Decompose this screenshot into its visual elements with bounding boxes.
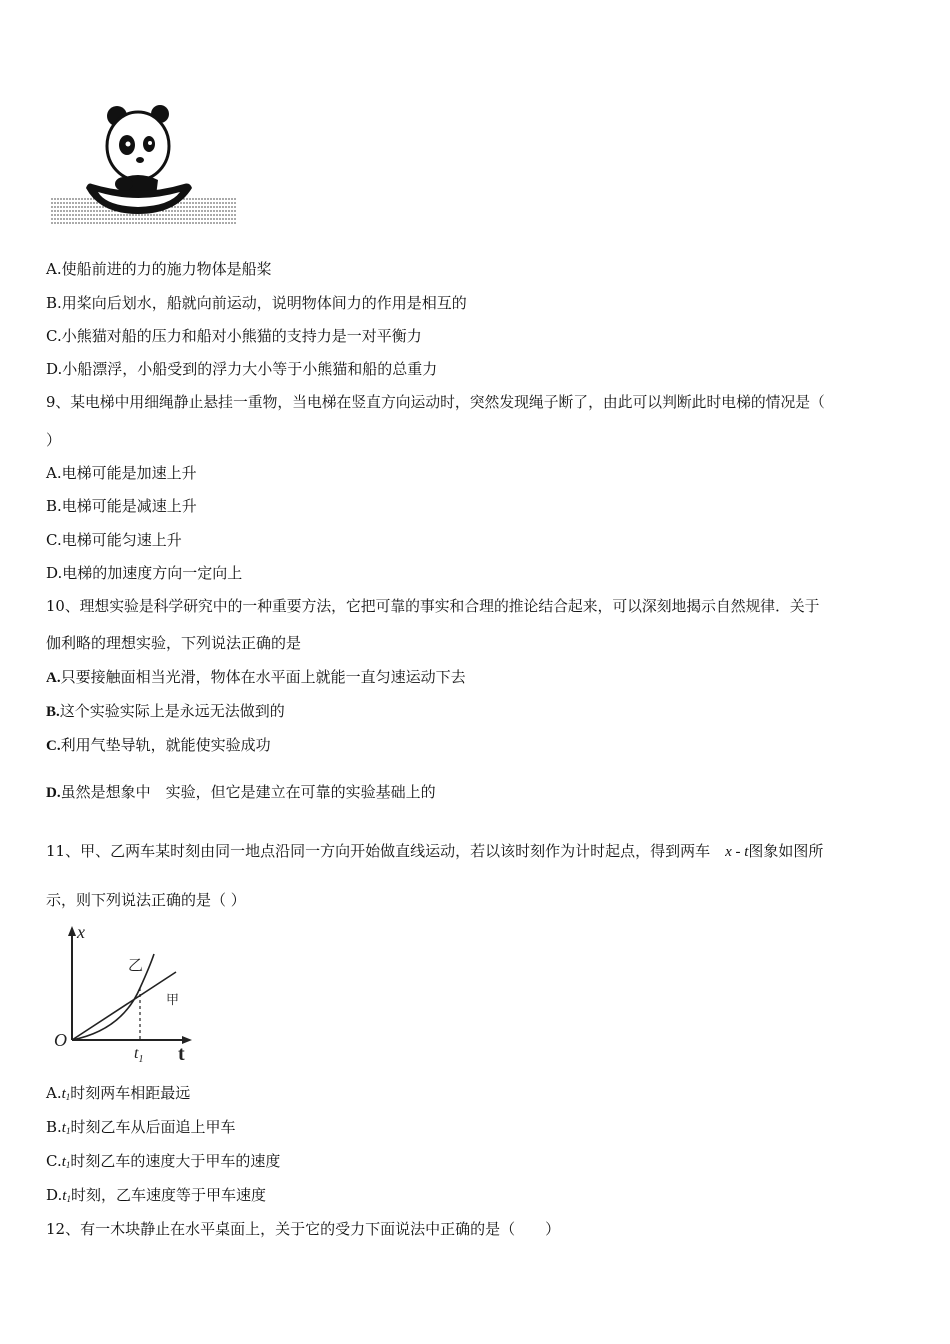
q11-stem-line2: 示，则下列说法正确的是（ ） xyxy=(46,891,246,909)
option-text: 利用气垫导轨，就能使实验成功 xyxy=(60,736,271,754)
option-text: 这个实验实际上是永远无法做到的 xyxy=(59,702,285,720)
q11-option-c xyxy=(46,1151,280,1175)
t-sub: 1 xyxy=(65,1092,71,1102)
t1-symbol xyxy=(62,1188,71,1204)
axis-y-label: x xyxy=(77,922,85,942)
stem-text: 图象如图所 xyxy=(748,842,824,860)
panda-boat-illustration xyxy=(48,100,240,232)
option-text: 时刻两车相距最远 xyxy=(70,1084,191,1102)
option-text: 只要接触面相当光滑，物体在水平面上就能一直匀速运动下去 xyxy=(60,668,466,686)
xt-graph xyxy=(52,922,202,1064)
option-letter: B. xyxy=(46,1118,62,1136)
option-text: 时刻乙车的速度大于甲车的速度 xyxy=(70,1152,281,1170)
option-letter: D. xyxy=(46,785,61,801)
option-text: 时刻乙车从后面追上甲车 xyxy=(70,1118,236,1136)
option-letter: A. xyxy=(46,670,61,686)
option-letter: B. xyxy=(46,704,60,720)
axis-x-label: t xyxy=(178,1043,185,1064)
t-symbol: t xyxy=(61,1086,66,1102)
option-letter: C. xyxy=(46,1152,62,1170)
t-symbol: t xyxy=(62,1188,67,1204)
q11-stem-line1 xyxy=(46,841,823,862)
q11-option-a xyxy=(46,1083,190,1107)
q10-option-a xyxy=(46,667,466,688)
option-letter: A. xyxy=(46,1084,62,1102)
q9-option-b: B.电梯可能是减速上升 xyxy=(46,497,197,515)
option-letter: D. xyxy=(46,1186,63,1204)
q9-option-d: D.电梯的加速度方向一定向上 xyxy=(46,564,243,582)
origin-label: O xyxy=(54,1030,67,1050)
q8-option-b: B.用桨向后划水，船就向前运动，说明物体间力的作用是相互的 xyxy=(46,294,467,312)
line-jia-label: 甲 xyxy=(166,992,180,1007)
q11-option-b xyxy=(46,1117,235,1141)
q8-option-d: D.小船漂浮，小船受到的浮力大小等于小熊猫和船的总重力 xyxy=(46,360,438,378)
q8-option-c: C.小熊猫对船的压力和船对小熊猫的支持力是一对平衡力 xyxy=(46,327,422,345)
q10-stem-line1: 10、理想实验是科学研究中的一种重要方法，它把可靠的事实和合理的推论结合起来，可以深刻地揭示自然规律．关于 xyxy=(46,598,820,615)
t-sub: 1 xyxy=(65,1126,71,1136)
t-sub: 1 xyxy=(66,1194,71,1204)
q12-stem: 12、有一木块静止在水平桌面上，关于它的受力下面说法中正确的是（ ） xyxy=(46,1220,561,1238)
tick-sub: 1 xyxy=(138,1054,144,1064)
option-letter: C. xyxy=(46,738,61,754)
q9-option-a: A.电梯可能是加速上升 xyxy=(46,464,197,482)
t-sub: 1 xyxy=(65,1160,71,1170)
option-text: 虽然是想象中 实验，但它是建立在可靠的实验基础上的 xyxy=(60,783,436,801)
stem-text: 11、甲、乙两车某时刻由同一地点沿同一方向开始做直线运动，若以该时刻作为计时起点，得到两车 xyxy=(46,842,726,860)
t1-symbol xyxy=(62,1086,71,1102)
q10-stem-line2: 伽利略的理想实验，下列说法正确的是 xyxy=(46,634,302,652)
q9-stem-line1: 9、某电梯中用细绳静止悬挂一重物，当电梯在竖直方向运动时，突然发现绳子断了，由此可以判断此时电梯的情况是（ xyxy=(46,394,825,411)
q10-option-b xyxy=(46,701,285,722)
tick-t: t xyxy=(134,1045,139,1062)
curve-yi-label: 乙 xyxy=(128,958,144,974)
q11-option-d xyxy=(46,1185,266,1209)
q10-option-d xyxy=(46,782,436,803)
q8-option-a: A.使船前进的力的施力物体是船桨 xyxy=(46,260,272,278)
xt-variable: x - t xyxy=(725,844,749,860)
t-symbol: t xyxy=(61,1120,66,1136)
tick-t1-label xyxy=(134,1045,143,1064)
q10-option-c xyxy=(46,735,271,756)
q9-stem-line2: ） xyxy=(46,431,62,449)
q9-option-c: C.电梯可能匀速上升 xyxy=(46,531,182,549)
t-symbol: t xyxy=(61,1154,66,1170)
option-text: 时刻，乙车速度等于甲车速度 xyxy=(70,1186,266,1204)
